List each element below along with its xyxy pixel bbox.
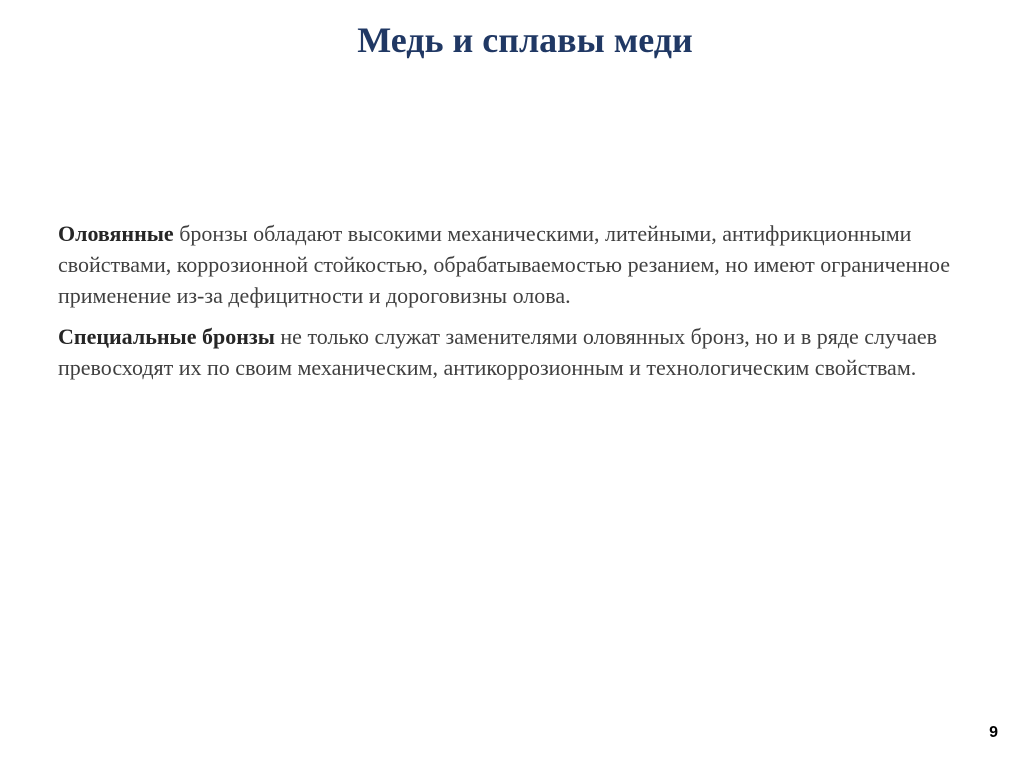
paragraph-text: не только служат заменителями оловянных бронз, но и в ряде случаев превосходят их по своим механическим, антикоррозионным и технологическим свойствам. xyxy=(58,324,938,380)
slide-title: Медь и сплавы меди xyxy=(357,20,693,60)
paragraph-special-bronzes xyxy=(58,321,978,383)
slide-body xyxy=(58,218,978,393)
paragraph-text: бронзы обладают высокими механическими, литейными, антифрикционными свойствами, коррозионной стойкостью, обрабатываемостью резанием, но имеют ограниченное применение из-за дефицитности и дороговизны олова. xyxy=(58,221,951,308)
page-number: 9 xyxy=(989,724,998,741)
paragraph-lead: Специальные бронзы xyxy=(58,324,275,349)
paragraph-tin-bronzes xyxy=(58,218,978,311)
paragraph-lead: Оловянные xyxy=(58,221,174,246)
